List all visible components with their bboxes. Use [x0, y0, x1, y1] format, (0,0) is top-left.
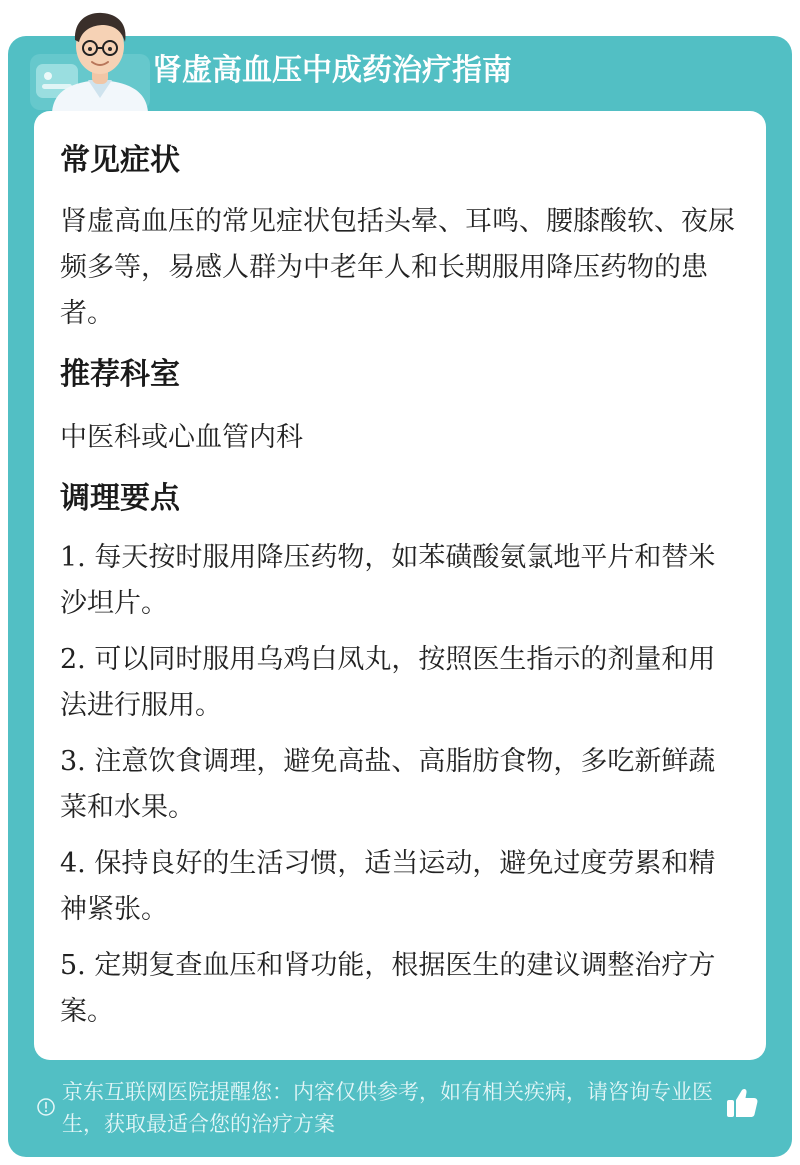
item-number: 5. [60, 950, 86, 981]
thumbs-up-icon[interactable] [724, 1085, 760, 1121]
item-number: 4. [60, 848, 86, 879]
care-list [60, 535, 738, 1035]
item-text: 可以同时服用乌鸡白凤丸，按照医生指示的剂量和用法进行服用。 [60, 644, 716, 721]
section-title-symptoms: 常见症状 [60, 143, 180, 178]
footer-disclaimer: 京东互联网医院提醒您：内容仅供参考，如有相关疾病，请咨询专业医生，获取最适合您的治疗方案 [62, 1080, 713, 1136]
section-title-department: 推荐科室 [60, 357, 180, 392]
list-item [60, 943, 738, 1035]
section-title-care: 调理要点 [60, 481, 180, 516]
item-text: 保持良好的生活习惯，适当运动，避免过度劳累和精神紧张。 [60, 848, 716, 925]
page-title: 肾虚高血压中成药治疗指南 [152, 53, 512, 88]
info-icon [36, 1097, 56, 1117]
item-text: 定期复查血压和肾功能，根据医生的建议调整治疗方案。 [60, 950, 716, 1027]
item-text: 每天按时服用降压药物，如苯磺酸氨氯地平片和替米沙坦片。 [60, 542, 716, 619]
item-number: 2. [60, 644, 86, 675]
list-item [60, 535, 738, 627]
doctor-avatar [44, 6, 156, 112]
department-text: 中医科或心血管内科 [60, 422, 303, 453]
symptoms-text: 肾虚高血压的常见症状包括头晕、耳鸣、腰膝酸软、夜尿频多等，易感人群为中老年人和长期服用降压药物的患者。 [60, 206, 735, 329]
list-item [60, 637, 738, 729]
list-item [60, 739, 738, 831]
content-card [34, 111, 766, 1060]
list-item [60, 841, 738, 933]
item-number: 1. [60, 542, 86, 573]
item-number: 3. [60, 746, 86, 777]
item-text: 注意饮食调理，避免高盐、高脂肪食物，多吃新鲜蔬菜和水果。 [60, 746, 716, 823]
